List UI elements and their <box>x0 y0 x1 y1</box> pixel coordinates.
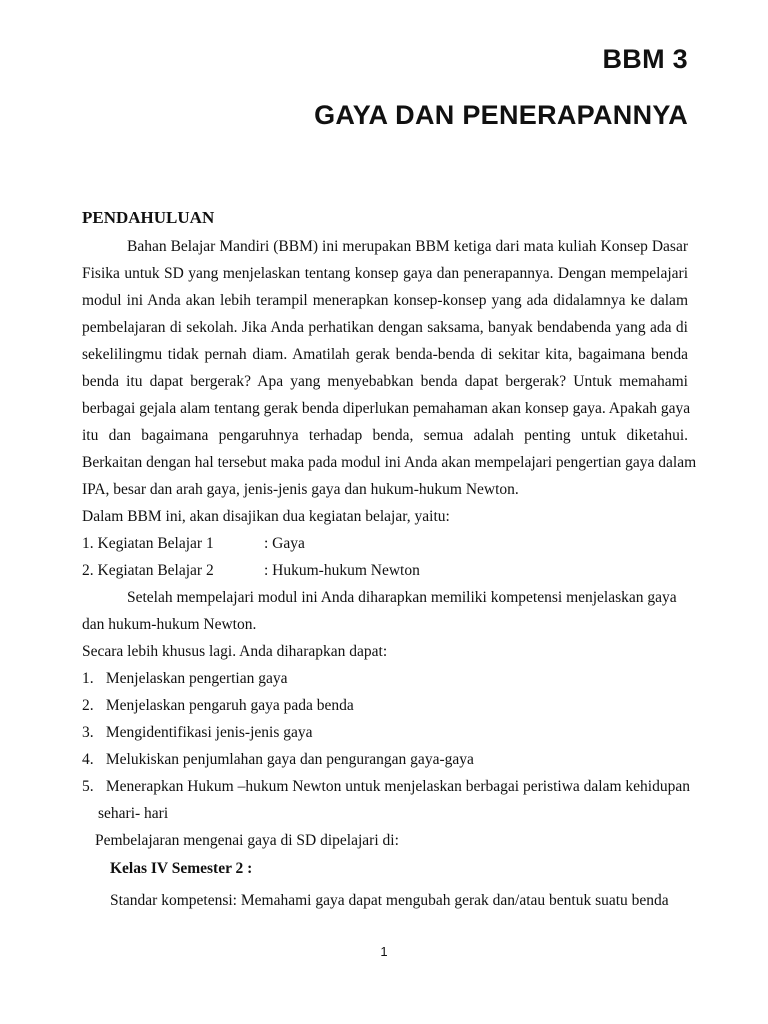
paragraph-line: sekelilingmu tidak pernah diam. Amatilah gerak benda-benda di sekitar kita, bagaimana benda <box>82 346 688 363</box>
paragraph-line: Fisika untuk SD yang menjelaskan tentang konsep gaya dan penerapannya. Dengan mempelajari <box>82 265 688 282</box>
objective-text: Mengidentifikasi jenis-jenis gaya <box>105 724 313 741</box>
paragraph-line: IPA, besar dan arah gaya, jenis-jenis gaya dan hukum-hukum Newton. <box>82 481 519 498</box>
objective-item <box>82 750 688 770</box>
paragraph-line: Setelah mempelajari modul ini Anda diharapkan memiliki kompetensi menjelaskan gaya <box>127 589 677 606</box>
paragraph-line: Berkaitan dengan hal tersebut maka pada modul ini Anda akan mempelajari pengertian gaya dalam <box>82 454 697 471</box>
objective-text: Menjelaskan pengertian gaya <box>105 670 288 687</box>
page-number: 1 <box>380 944 388 959</box>
paragraph-line: pembelajaran di sekolah. Jika Anda perhatikan dengan saksama, banyak bendabenda yang ada di <box>82 319 688 336</box>
objective-number: 2. <box>82 697 94 714</box>
objective-item <box>82 669 688 689</box>
objective-continuation: sehari- hari <box>98 805 169 822</box>
objective-item <box>82 777 688 797</box>
section-heading: PENDAHULUAN <box>82 208 215 227</box>
objective-text: Melukiskan penjumlahan gaya dan pengurangan gaya-gaya <box>105 751 474 768</box>
objective-number: 4. <box>82 751 94 768</box>
kegiatan-value: : Hukum-hukum Newton <box>264 562 420 579</box>
kelas-heading: Kelas IV Semester 2 : <box>110 860 253 877</box>
paragraph-line: benda itu dapat bergerak? Apa yang menyebabkan benda dapat bergerak? Untuk memahami <box>82 373 688 390</box>
kegiatan-label: 2. Kegiatan Belajar 2 <box>82 562 214 579</box>
kegiatan-intro: Dalam BBM ini, akan disajikan dua kegiatan belajar, yaitu: <box>82 508 450 525</box>
objective-item <box>82 723 688 743</box>
objective-number: 5. <box>82 778 94 795</box>
objective-text: Menerapkan Hukum –hukum Newton untuk menjelaskan berbagai peristiwa dalam kehidupan <box>105 778 690 795</box>
objective-number: 1. <box>82 670 94 687</box>
kegiatan-item <box>82 561 688 581</box>
objective-item <box>82 696 688 716</box>
kegiatan-value: : Gaya <box>264 535 305 552</box>
paragraph-line: Bahan Belajar Mandiri (BBM) ini merupakan BBM ketiga dari mata kuliah Konsep Dasar <box>127 238 688 255</box>
objective-number: 3. <box>82 724 94 741</box>
sd-intro: Pembelajaran mengenai gaya di SD dipelajari di: <box>95 832 399 849</box>
paragraph-line: dan hukum-hukum Newton. <box>82 616 257 633</box>
paragraph-line: berbagai gejala alam tentang gerak benda diperlukan pemahaman akan konsep gaya. Apakah gaya <box>82 400 691 417</box>
standar-kompetensi: Standar kompetensi: Memahami gaya dapat mengubah gerak dan/atau bentuk suatu benda <box>110 892 669 909</box>
paragraph-line: itu dan bagaimana pengaruhnya terhadap benda, semua adalah penting untuk diketahui. <box>82 427 688 444</box>
paragraph-line: modul ini Anda akan lebih terampil menerapkan konsep-konsep yang ada didalamnya ke dalam <box>82 292 688 309</box>
chapter-title: GAYA DAN PENERAPANNYA <box>314 100 688 130</box>
objectives-intro: Secara lebih khusus lagi. Anda diharapkan dapat: <box>82 643 388 660</box>
chapter-number: BBM 3 <box>602 44 688 74</box>
objective-text: Menjelaskan pengaruh gaya pada benda <box>105 697 354 714</box>
kegiatan-label: 1. Kegiatan Belajar 1 <box>82 535 214 552</box>
kegiatan-item <box>82 534 688 554</box>
